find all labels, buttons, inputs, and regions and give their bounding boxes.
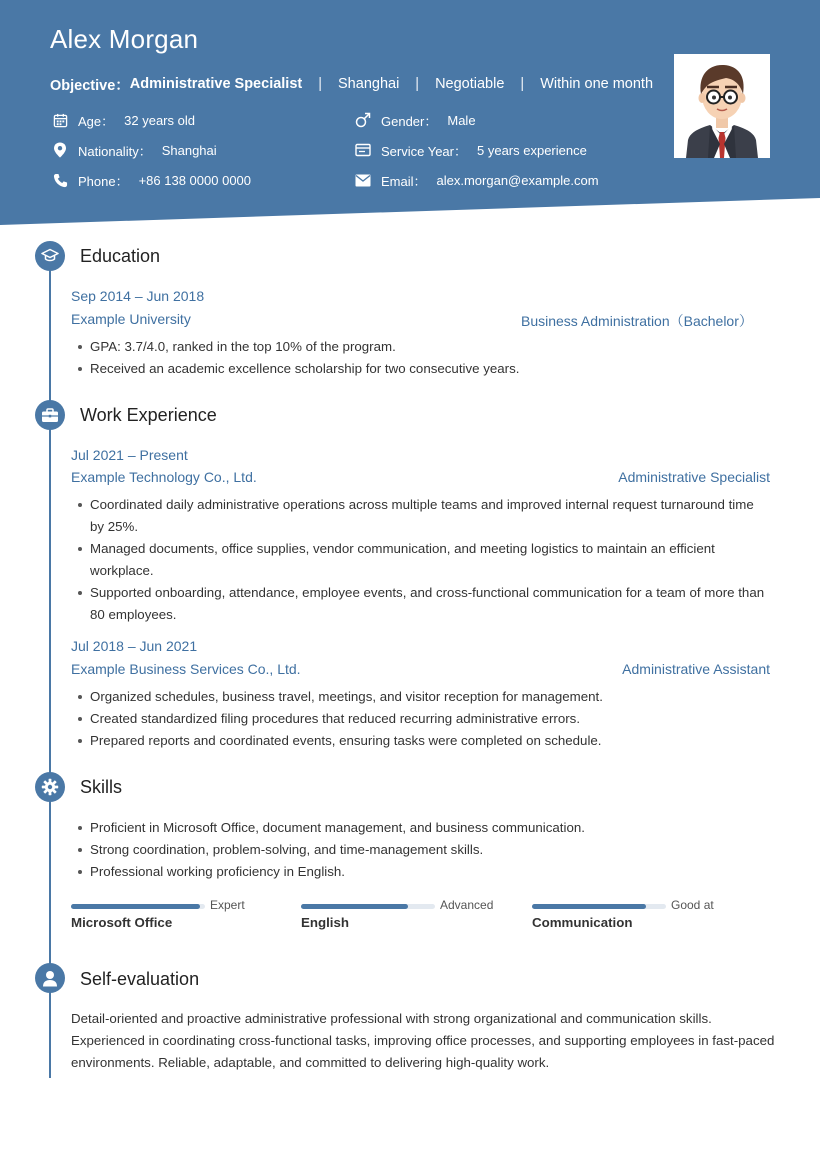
job-company: Example Technology Co., Ltd. bbox=[71, 469, 257, 485]
list-item: Professional working proficiency in English. bbox=[71, 861, 771, 883]
skill-level: Good at bbox=[671, 898, 714, 912]
skill-progress-fill bbox=[301, 904, 408, 909]
availability: Within one month bbox=[540, 76, 654, 92]
desired-salary: Negotiable bbox=[435, 76, 505, 92]
location-pin-icon bbox=[52, 142, 68, 158]
job-date: Jul 2018 – Jun 2021 bbox=[71, 638, 198, 654]
skill-progress-fill bbox=[532, 904, 646, 909]
section-title-work-experience: Work Experience bbox=[80, 405, 217, 425]
skill-name: Communication bbox=[532, 915, 633, 930]
avatar-illustration bbox=[674, 54, 770, 158]
info-service-year bbox=[355, 141, 587, 159]
job-role: Administrative Specialist bbox=[618, 469, 770, 485]
list-item: Coordinated daily administrative operations across multiple teams and improved internal request turnaround time by 25%. bbox=[71, 494, 771, 538]
email-value[interactable]: alex.morgan@example.com bbox=[436, 172, 599, 188]
skills-bullets bbox=[71, 817, 771, 883]
nationality-label: Nationality： bbox=[78, 143, 152, 159]
education-major: Business Administration（Bachelor） bbox=[521, 313, 753, 329]
candidate-name: Alex Morgan bbox=[50, 24, 199, 54]
list-item: GPA: 3.7/4.0, ranked in the top 10% of the program. bbox=[71, 336, 771, 358]
person-icon bbox=[35, 963, 65, 993]
gender-male-icon bbox=[355, 112, 371, 128]
skill-name: Microsoft Office bbox=[71, 915, 173, 930]
resume-header bbox=[0, 0, 820, 226]
info-phone bbox=[52, 171, 251, 189]
gender-value: Male bbox=[447, 112, 476, 128]
job-role: Administrative Assistant bbox=[622, 661, 770, 677]
skill-progress-track bbox=[71, 904, 205, 909]
education-school: Example University bbox=[71, 311, 191, 327]
age-value: 32 years old bbox=[124, 112, 195, 128]
info-age bbox=[52, 111, 195, 129]
list-item: Created standardized filing procedures that reduced recurring administrative errors. bbox=[71, 708, 771, 730]
section-title-education: Education bbox=[80, 246, 161, 266]
mail-icon bbox=[355, 172, 371, 188]
info-nationality bbox=[52, 141, 217, 159]
desired-location: Shanghai bbox=[338, 76, 400, 92]
job-bullets bbox=[71, 686, 771, 752]
list-item: Organized schedules, business travel, meetings, and visitor reception for management. bbox=[71, 686, 771, 708]
briefcase-icon bbox=[35, 400, 65, 430]
calendar-icon bbox=[52, 112, 68, 128]
gear-icon bbox=[35, 772, 65, 802]
list-item: Received an academic excellence scholarship for two consecutive years. bbox=[71, 358, 771, 380]
skill-progress-track bbox=[301, 904, 435, 909]
education-bullets bbox=[71, 336, 771, 380]
objective-label: Objective： bbox=[50, 77, 130, 94]
phone-icon bbox=[52, 172, 68, 188]
separator: | bbox=[318, 76, 323, 92]
objective-value: Administrative Specialist bbox=[129, 76, 303, 92]
info-email bbox=[355, 171, 599, 189]
skill-level: Expert bbox=[210, 898, 245, 912]
email-label: Email： bbox=[381, 173, 427, 189]
self-evaluation-text: Detail-oriented and proactive administrative professional with strong organizational and communication skills. Experienced in coordinating cross-functional tasks, improving office processes, and supporting employees in fast-paced environments. Reliable, adaptable, and committed to delivering high-quality work. bbox=[71, 1011, 775, 1070]
graduation-cap-icon bbox=[35, 241, 65, 271]
info-gender bbox=[355, 111, 476, 129]
list-item: Managed documents, office supplies, vendor communication, and meeting logistics to maintain an efficient workplace. bbox=[71, 538, 771, 582]
phone-label: Phone： bbox=[78, 173, 129, 189]
section-title-skills: Skills bbox=[80, 777, 123, 797]
job-date: Jul 2021 – Present bbox=[71, 447, 188, 463]
list-item: Proficient in Microsoft Office, document management, and business communication. bbox=[71, 817, 771, 839]
avatar bbox=[674, 54, 770, 158]
skill-level: Advanced bbox=[440, 898, 494, 912]
separator: | bbox=[520, 76, 525, 92]
service-year-label: Service Year： bbox=[381, 143, 467, 159]
skill-name: English bbox=[301, 915, 350, 930]
service-year-value: 5 years experience bbox=[477, 142, 587, 158]
list-item: Prepared reports and coordinated events, ensuring tasks were completed on schedule. bbox=[71, 730, 771, 752]
list-item: Supported onboarding, attendance, employee events, and cross-functional communication for a team of more than 80 employees. bbox=[71, 582, 771, 626]
job-company: Example Business Services Co., Ltd. bbox=[71, 661, 301, 677]
nationality-value: Shanghai bbox=[161, 142, 217, 158]
skill-progress-fill bbox=[71, 904, 200, 909]
timeline-line bbox=[49, 260, 51, 1078]
separator: | bbox=[415, 76, 420, 92]
section-title-self-evaluation: Self-evaluation bbox=[80, 969, 200, 989]
list-item: Strong coordination, problem-solving, and time-management skills. bbox=[71, 839, 771, 861]
education-date: Sep 2014 – Jun 2018 bbox=[71, 288, 205, 304]
phone-value[interactable]: +86 138 0000 0000 bbox=[138, 172, 252, 188]
id-card-icon bbox=[355, 142, 371, 158]
skill-progress-track bbox=[532, 904, 666, 909]
objective-line bbox=[50, 74, 653, 94]
age-label: Age： bbox=[78, 113, 115, 129]
gender-label: Gender： bbox=[381, 113, 438, 129]
job-bullets bbox=[71, 494, 771, 626]
